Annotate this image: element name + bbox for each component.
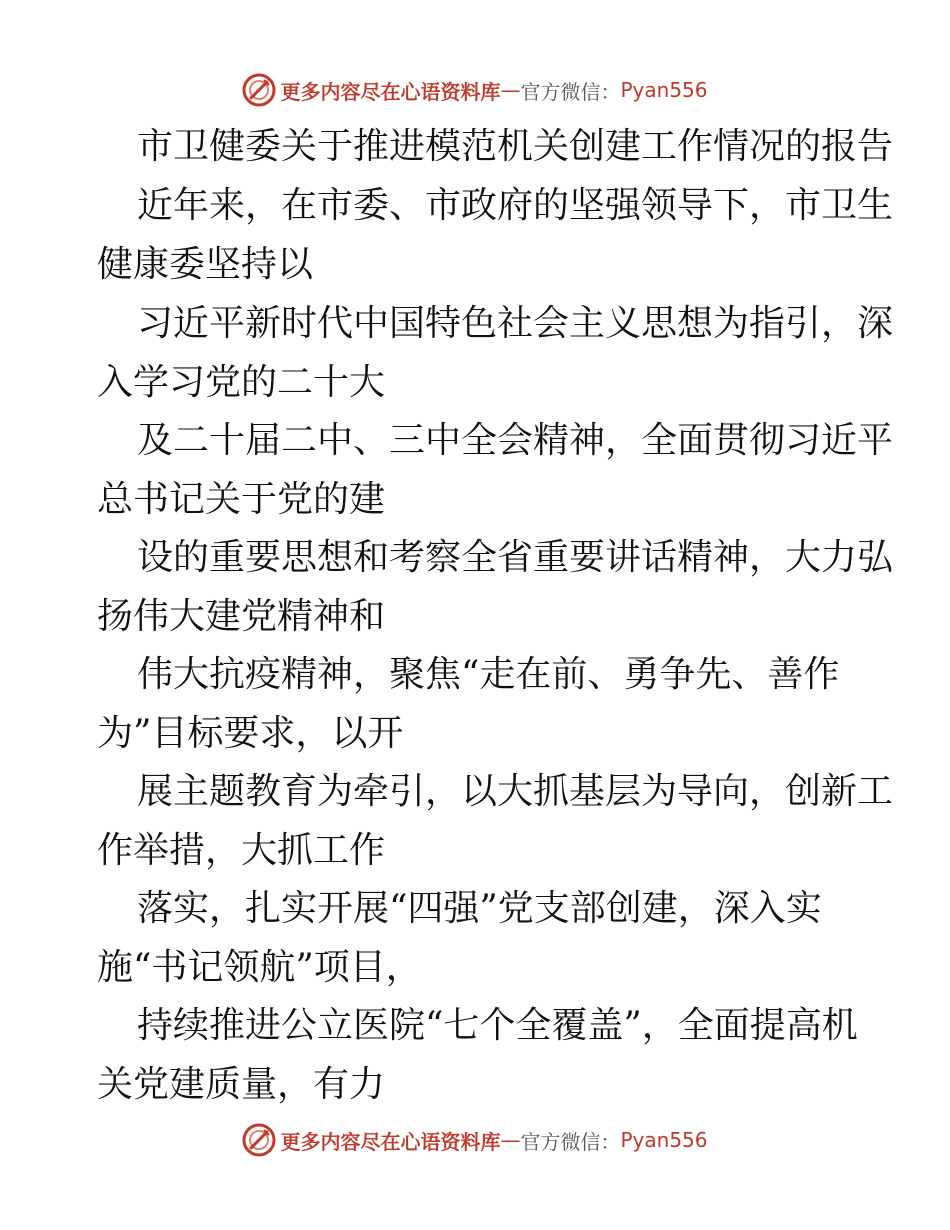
logo-icon [242, 1123, 276, 1157]
banner-wechat-id: Pyan556 [620, 1128, 708, 1152]
paragraph-line: 施“书记领航”项目， [97, 947, 422, 988]
paragraph-line: 及二十届二中、三中全会精神，全面贯彻习近平 [137, 420, 894, 461]
header-banner [0, 70, 950, 110]
paragraph-line: 关党建质量，有力 [97, 1064, 386, 1105]
logo-icon [242, 73, 276, 107]
paragraph-line: 扬伟大建党精神和 [97, 596, 386, 637]
paragraph-line: 为”目标要求，以开 [97, 713, 404, 754]
footer-banner [0, 1120, 950, 1160]
banner-main-text: 更多内容尽在心语资料库 [280, 79, 501, 104]
paragraph-line: 持续推进公立医院“七个全覆盖”，全面提高机 [137, 1005, 858, 1046]
banner-label: 官方微信： [520, 79, 621, 104]
paragraph-line: 总书记关于党的建 [97, 479, 386, 520]
paragraph-line: 设的重要思想和考察全省重要讲话精神，大力弘 [137, 537, 894, 578]
banner-label: 官方微信： [520, 1129, 621, 1154]
paragraph-line: 伟大抗疫精神，聚焦“走在前、勇争先、善作 [137, 654, 840, 695]
document-title: 市卫健委关于推进模范机关创建工作情况的报告 [137, 126, 894, 167]
paragraph-line: 近年来，在市委、市政府的坚强领导下，市卫生 [137, 185, 894, 226]
paragraph-line: 健康委坚持以 [97, 244, 314, 285]
paragraph-line: 展主题教育为牵引，以大抓基层为导向，创新工 [137, 771, 894, 812]
banner-main-text: 更多内容尽在心语资料库 [280, 1129, 501, 1154]
paragraph-line: 入学习党的二十大 [97, 362, 386, 403]
banner-dash: — [500, 1128, 521, 1152]
paragraph-line: 落实，扎实开展“四强”党支部创建，深入实 [137, 888, 822, 929]
banner-wechat-id: Pyan556 [620, 78, 708, 102]
banner-dash: — [500, 78, 521, 102]
paragraph-line: 作举措，大抓工作 [97, 830, 386, 871]
paragraph-line: 习近平新时代中国特色社会主义思想为指引，深 [137, 303, 894, 344]
